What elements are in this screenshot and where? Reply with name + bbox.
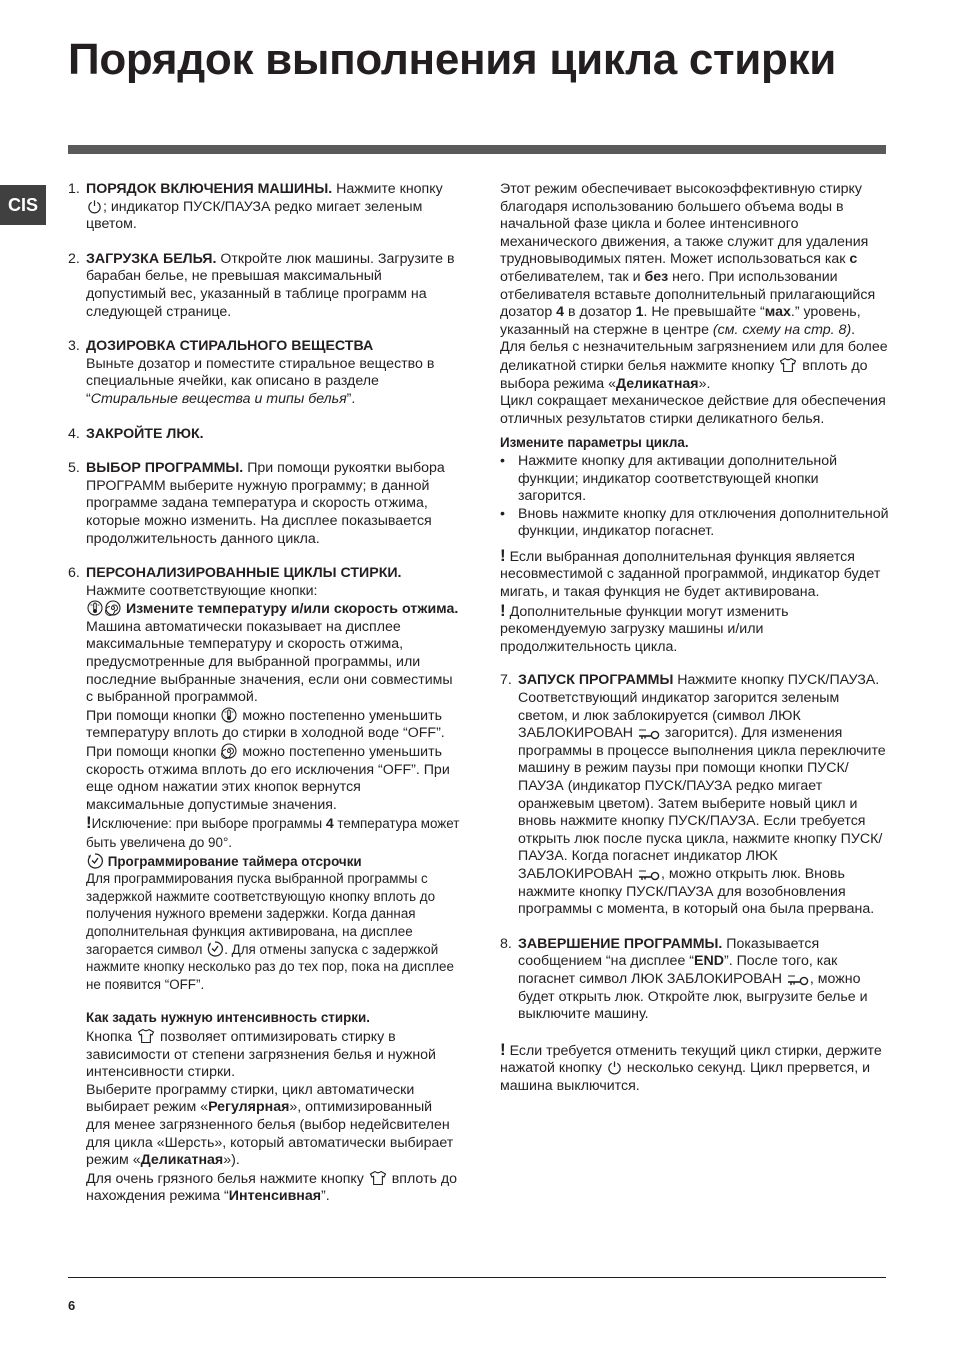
step-6: 6. ПЕРСОНАЛИЗИРОВАННЫЕ ЦИКЛЫ СТИРКИ. Нажмите соответствующие кнопки: Измените температуру и/или скорость отжима. Машина автоматически показывает на дисплее максимальные температуру и скорость отжима, предусмотренные для выбранной программы, или последние выбранные значения, если они совместимы с выбранной программой. При помощи кнопки можно постепенно уменьшить температуру вплоть до стирки в холодной воде “OFF”. При помощи кнопки можно постепенно уменьшить скорость отжима вплоть до его исключения “OFF”. При еще одном нажатии этих кнопок вернутся максимальные допустимые значения. !Исключение: при выборе программы 4 температура может быть увеличена до 90°. Программирование таймера отсрочки Для программирования пуска выбранной программы с задержкой нажмите соответствующую кнопку вплоть до получения нужного времени задержки. Когда данная дополнительная функция активирована, на дисплее загорается символ . Для отмены запуска с задержкой нажмите кнопку несколько раз до тех пор, пока на дисплее не появится “OFF”. Как задать нужную интенсивность стирки. Кнопка позволяет оптимизировать стирку в зависимости от степени загрязнения белья и нужной интенсивности стирки. Выберите программу стирки, цикл автоматически выбирает режим «Регулярная», оптимизированный для менее загрязненного белья (выбор недейсвителен для цикла «Шерсть», который автоматически выбирает режим «Деликатная»). Для очень грязного белья нажмите кнопку вплоть до нахождения режима “Интенсивная”. (68, 565, 460, 1205)
list-item: • Вновь нажмите кнопку для отключения дополнительной функции, индикатор погаснет. (500, 505, 889, 540)
step-4: 4. ЗАКРОЙТЕ ЛЮК. (68, 425, 204, 442)
exclamation-icon: ! (500, 600, 506, 620)
thermometer-icon (221, 707, 237, 723)
shirt-icon (369, 1170, 387, 1186)
shirt-icon (779, 357, 797, 373)
step-4-heading: ЗАКРОЙТЕ ЛЮК. (86, 425, 204, 442)
step-6-heading: ПЕРСОНАЛИЗИРОВАННЫЕ ЦИКЛЫ СТИРКИ. (86, 565, 402, 582)
list-item: • Нажмите кнопку для активации дополнительной функции; индикатор соответствующей кнопки загорится. (500, 452, 838, 505)
step-8-heading: ЗАВЕРШЕНИЕ ПРОГРАММЫ. (518, 935, 723, 952)
delay-timer-icon (87, 853, 103, 869)
intensive-mode-description: Этот режим обеспечивает высокоэффективную стирку благодаря использованию большего объема воды в начальной фазе цикла и более интенсивного механического движения, а также служит для удаления трудновыводимых пятен. Может использоваться как с отбеливателем, так и без него. При использовании отбеливателя вставьте дополнительный прилагающийся дозатор 4 в дозатор 1. Не превышайте “мах.” уровень, указанный на стержне в центре (см. схему на стр. 8). Для белья с незначительным загрязнением или для более деликатной стирки белья нажмите кнопку вплоть до выбора режима «Деликатная». Цикл сокращает механическое действие для обеспечения отличных результатов стирки деликатного белья. (500, 181, 888, 427)
step-7-heading: ЗАПУСК ПРОГРАММЫ (518, 672, 674, 689)
step-1-heading: ПОРЯДОК ВКЛЮЧЕНИЯ МАШИНЫ. (86, 181, 333, 197)
exclamation-icon: ! (500, 545, 506, 565)
intensity-section: Как задать нужную интенсивность стирки. Кнопка позволяет оптимизировать стирку в зависимости от степени загрязнения белья и нужной интенсивности стирки. Выберите программу стирки, цикл автоматически выбирает режим «Регулярная», оптимизированный для менее загрязненного белья (выбор недейсвителен для цикла «Шерсть», который автоматически выбирает режим «Деликатная»). Для очень грязного белья нажмите кнопку вплоть до нахождения режима “Интенсивная”. (86, 1010, 458, 1205)
step-7: 7. ЗАПУСК ПРОГРАММЫ Нажмите кнопку ПУСК/ПАУЗА. Соответствующий индикатор загорится зеленым светом, и люк заблокируется (символ ЛЮК ЗАБЛОКИРОВАН загорится). Для изменения программы в процессе выполнения цикла переключите машину в режим паузы при помощи кнопки ПУСК/ПАУЗА (индикатор ПУСК/ПАУЗА редко мигает оранжевым цветом). Затем выберите новый цикл и вновь нажмите кнопку ПУСК/ПАУЗА. Если требуется открыть люк после пуска цикла, нажмите кнопку ПУСК/ПАУЗА. Когда погаснет индикатор ЛЮК ЗАБЛОКИРОВАН , можно открыть люк. Вновь нажмите кнопку ПУСК/ПАУЗА для возобновления программы с момента, в который она была прервана. (500, 672, 886, 918)
step-3: 3. ДОЗИРОВКА СТИРАЛЬНОГО ВЕЩЕСТВА Выньте дозатор и поместите стиральное вещество в специальные ячейки, как описано в разделе “Стиральные вещества и типы белья”. (68, 338, 435, 407)
exclamation-icon: ! (86, 813, 92, 833)
page-title: Порядок выполнения цикла стирки (68, 35, 837, 84)
page-number: 6 (68, 1298, 76, 1313)
door-lock-key-icon (638, 728, 660, 740)
step-8: 8. ЗАВЕРШЕНИЕ ПРОГРАММЫ. Показывается сообщением “на дисплее “END”. После того, как погаснет символ ЛЮК ЗАБЛОКИРОВАН , можно будет открыть люк. Откройте люк, выгрузите белье и выключите машину. (500, 935, 868, 1023)
power-icon (607, 1060, 622, 1075)
exclamation-icon: ! (500, 1039, 506, 1059)
step-1: 1. ПОРЯДОК ВКЛЮЧЕНИЯ МАШИНЫ. Нажмите кнопку ; индикатор ПУСК/ПАУЗА редко мигает зеленым цветом. (68, 181, 443, 233)
door-lock-key-icon (787, 974, 809, 986)
temperature-spin-section: Измените температуру и/или скорость отжима. Машина автоматически показывает на дисплее максимальные температуру и скорость отжима, предусмотренные для выбранной программы, или последние выбранные значения, если они совместимы с выбранной программой. При помощи кнопки можно постепенно уменьшить температуру вплоть до стирки в холодной воде “OFF”. При помощи кнопки можно постепенно уменьшить скорость отжима вплоть до его исключения “OFF”. При еще одном нажатии этих кнопок вернутся максимальные допустимые значения. !Исключение: при выборе программы 4 температура может быть увеличена до 90°. (86, 601, 460, 850)
step-3-heading: ДОЗИРОВКА СТИРАЛЬНОГО ВЕЩЕСТВА (86, 338, 374, 355)
warning-incompatible: ! Если выбранная дополнительная функция является несовместимой с заданной программой, индикатор будет мигать, и такая функция не будет активирована. ! Дополнительные функции могут изменить рекомендуемую загрузку машины и/или продолжительность цикла. (500, 545, 881, 655)
door-lock-key-icon (638, 869, 660, 881)
thermometer-icon (87, 600, 103, 616)
delay-timer-icon (207, 941, 223, 957)
step-5: 5. ВЫБОР ПРОГРАММЫ. При помощи рукоятки выбора ПРОГРАММ выберите нужную программу; в данной программе задана температура и скорость отжима, которые можно изменить. На дисплее показывается продолжительность данного цикла. (68, 460, 445, 547)
shirt-icon (137, 1028, 155, 1044)
right-column (500, 181, 890, 1096)
footer-rule (68, 1277, 886, 1278)
step-2: 2. ЗАГРУЗКА БЕЛЬЯ. Откройте люк машины. Загрузите в барабан белье, не превышая максимальный допустимый вес, указанный в таблице программ на следующей странице. (68, 250, 455, 320)
power-icon (87, 199, 102, 214)
delay-timer-section: Программирование таймера отсрочки Для программирования пуска выбранной программы с задержкой нажмите соответствующую кнопку вплоть до получения нужного времени задержки. Когда данная дополнительная функция активирована, на дисплее загорается символ . Для отмены запуска с задержкой нажмите кнопку несколько раз до тех пор, пока на дисплее не появится “OFF”. (86, 853, 454, 992)
step-2-heading: ЗАГРУЗКА БЕЛЬЯ. (86, 250, 217, 267)
cycle-params-heading: Измените параметры цикла. (500, 435, 689, 451)
spin-icon (105, 600, 121, 616)
spin-icon (221, 743, 237, 759)
header-rule (68, 145, 886, 154)
language-tab: CIS (0, 185, 46, 225)
cancel-cycle-note: ! Если требуется отменить текущий цикл стирки, держите нажатой кнопку несколько секунд. Цикл прервется, и машина выключится. (500, 1039, 882, 1094)
left-column (68, 181, 460, 1223)
step-5-heading: ВЫБОР ПРОГРАММЫ. (86, 460, 244, 477)
